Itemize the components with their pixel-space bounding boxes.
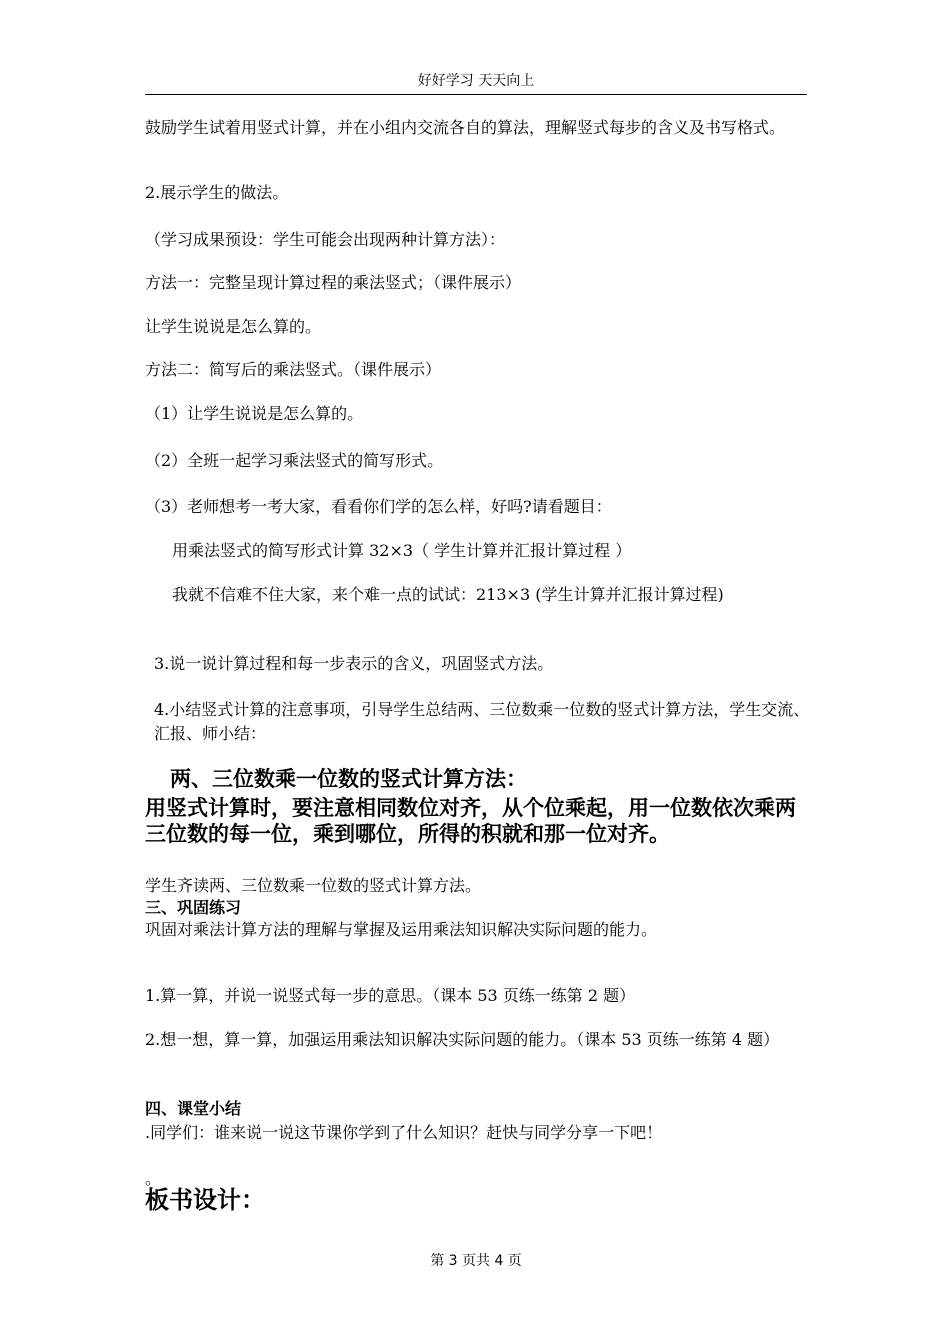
section3-item1: 1.算一算，并说一说竖式每一步的意思。（课本 53 页练一练第 2 题） [145, 986, 636, 1005]
paragraph-4: 方法一：完整呈现计算过程的乘法竖式；（课件展示） [145, 273, 522, 292]
paragraph-7: （1）让学生说说是怎么算的。 [145, 404, 364, 423]
page-footer: 第 3 页共 4 页 [430, 1253, 522, 1269]
page-header: 好好学习 天天向上 [145, 70, 807, 95]
paragraph-2: 2.展示学生的做法。 [145, 183, 289, 202]
paragraph-11: 我就不信难不住大家，来个难一点的试试：213×3 (学生计算并汇报计算过程) [172, 585, 724, 604]
board-title: 板书设计： [145, 1186, 265, 1214]
paragraph-13: 4.小结竖式计算的注意事项，引导学生总结两、三位数乘一位数的竖式计算方法，学生交流、汇报、师小结： [154, 700, 810, 743]
paragraph-5: 让学生说说是怎么算的。 [145, 317, 322, 336]
paragraph-3: （学习成果预设：学生可能会出现两种计算方法）： [145, 230, 506, 249]
method-title: 两、三位数乘一位数的竖式计算方法： [170, 767, 527, 791]
paragraph-12: 3.说一说计算过程和每一步表示的含义，巩固竖式方法。 [154, 654, 554, 673]
paragraph-10: 用乘法竖式的简写形式计算 32×3（ 学生计算并汇报计算过程 ） [172, 541, 632, 560]
paragraph-6: 方法二：简写后的乘法竖式。（课件展示） [145, 360, 442, 379]
section4-dot: 。 [145, 1169, 162, 1188]
read-aloud-text: 学生齐读两、三位数乘一位数的竖式计算方法。 [145, 876, 482, 895]
section4-text: .同学们：谁来说一说这节课你学到了什么知识？赶快与同学分享一下吧！ [145, 1123, 663, 1142]
section3-intro: 巩固对乘法计算方法的理解与掌握及运用乘法知识解决实际问题的能力。 [145, 920, 658, 939]
paragraph-1: 鼓励学生试着用竖式计算，并在小组内交流各自的算法，理解竖式每步的含义及书写格式。 [145, 118, 786, 137]
section3-title: 三、巩固练习 [145, 898, 242, 917]
paragraph-9: （3）老师想考一考大家，看看你们学的怎么样，好吗?请看题目： [145, 497, 612, 516]
section3-item2: 2.想一想，算一算，加强运用乘法知识解决实际问题的能力。（课本 53 页练一练第 4 题） [145, 1030, 780, 1049]
section4-title: 四、课堂小结 [145, 1099, 242, 1118]
paragraph-8: （2）全班一起学习乘法竖式的简写形式。 [145, 451, 444, 470]
method-body: 用竖式计算时，要注意相同数位对齐，从个位乘起，用一位数依次乘两三位数的每一位，乘到哪位，所得的积就和那一位对齐。 [145, 796, 796, 846]
